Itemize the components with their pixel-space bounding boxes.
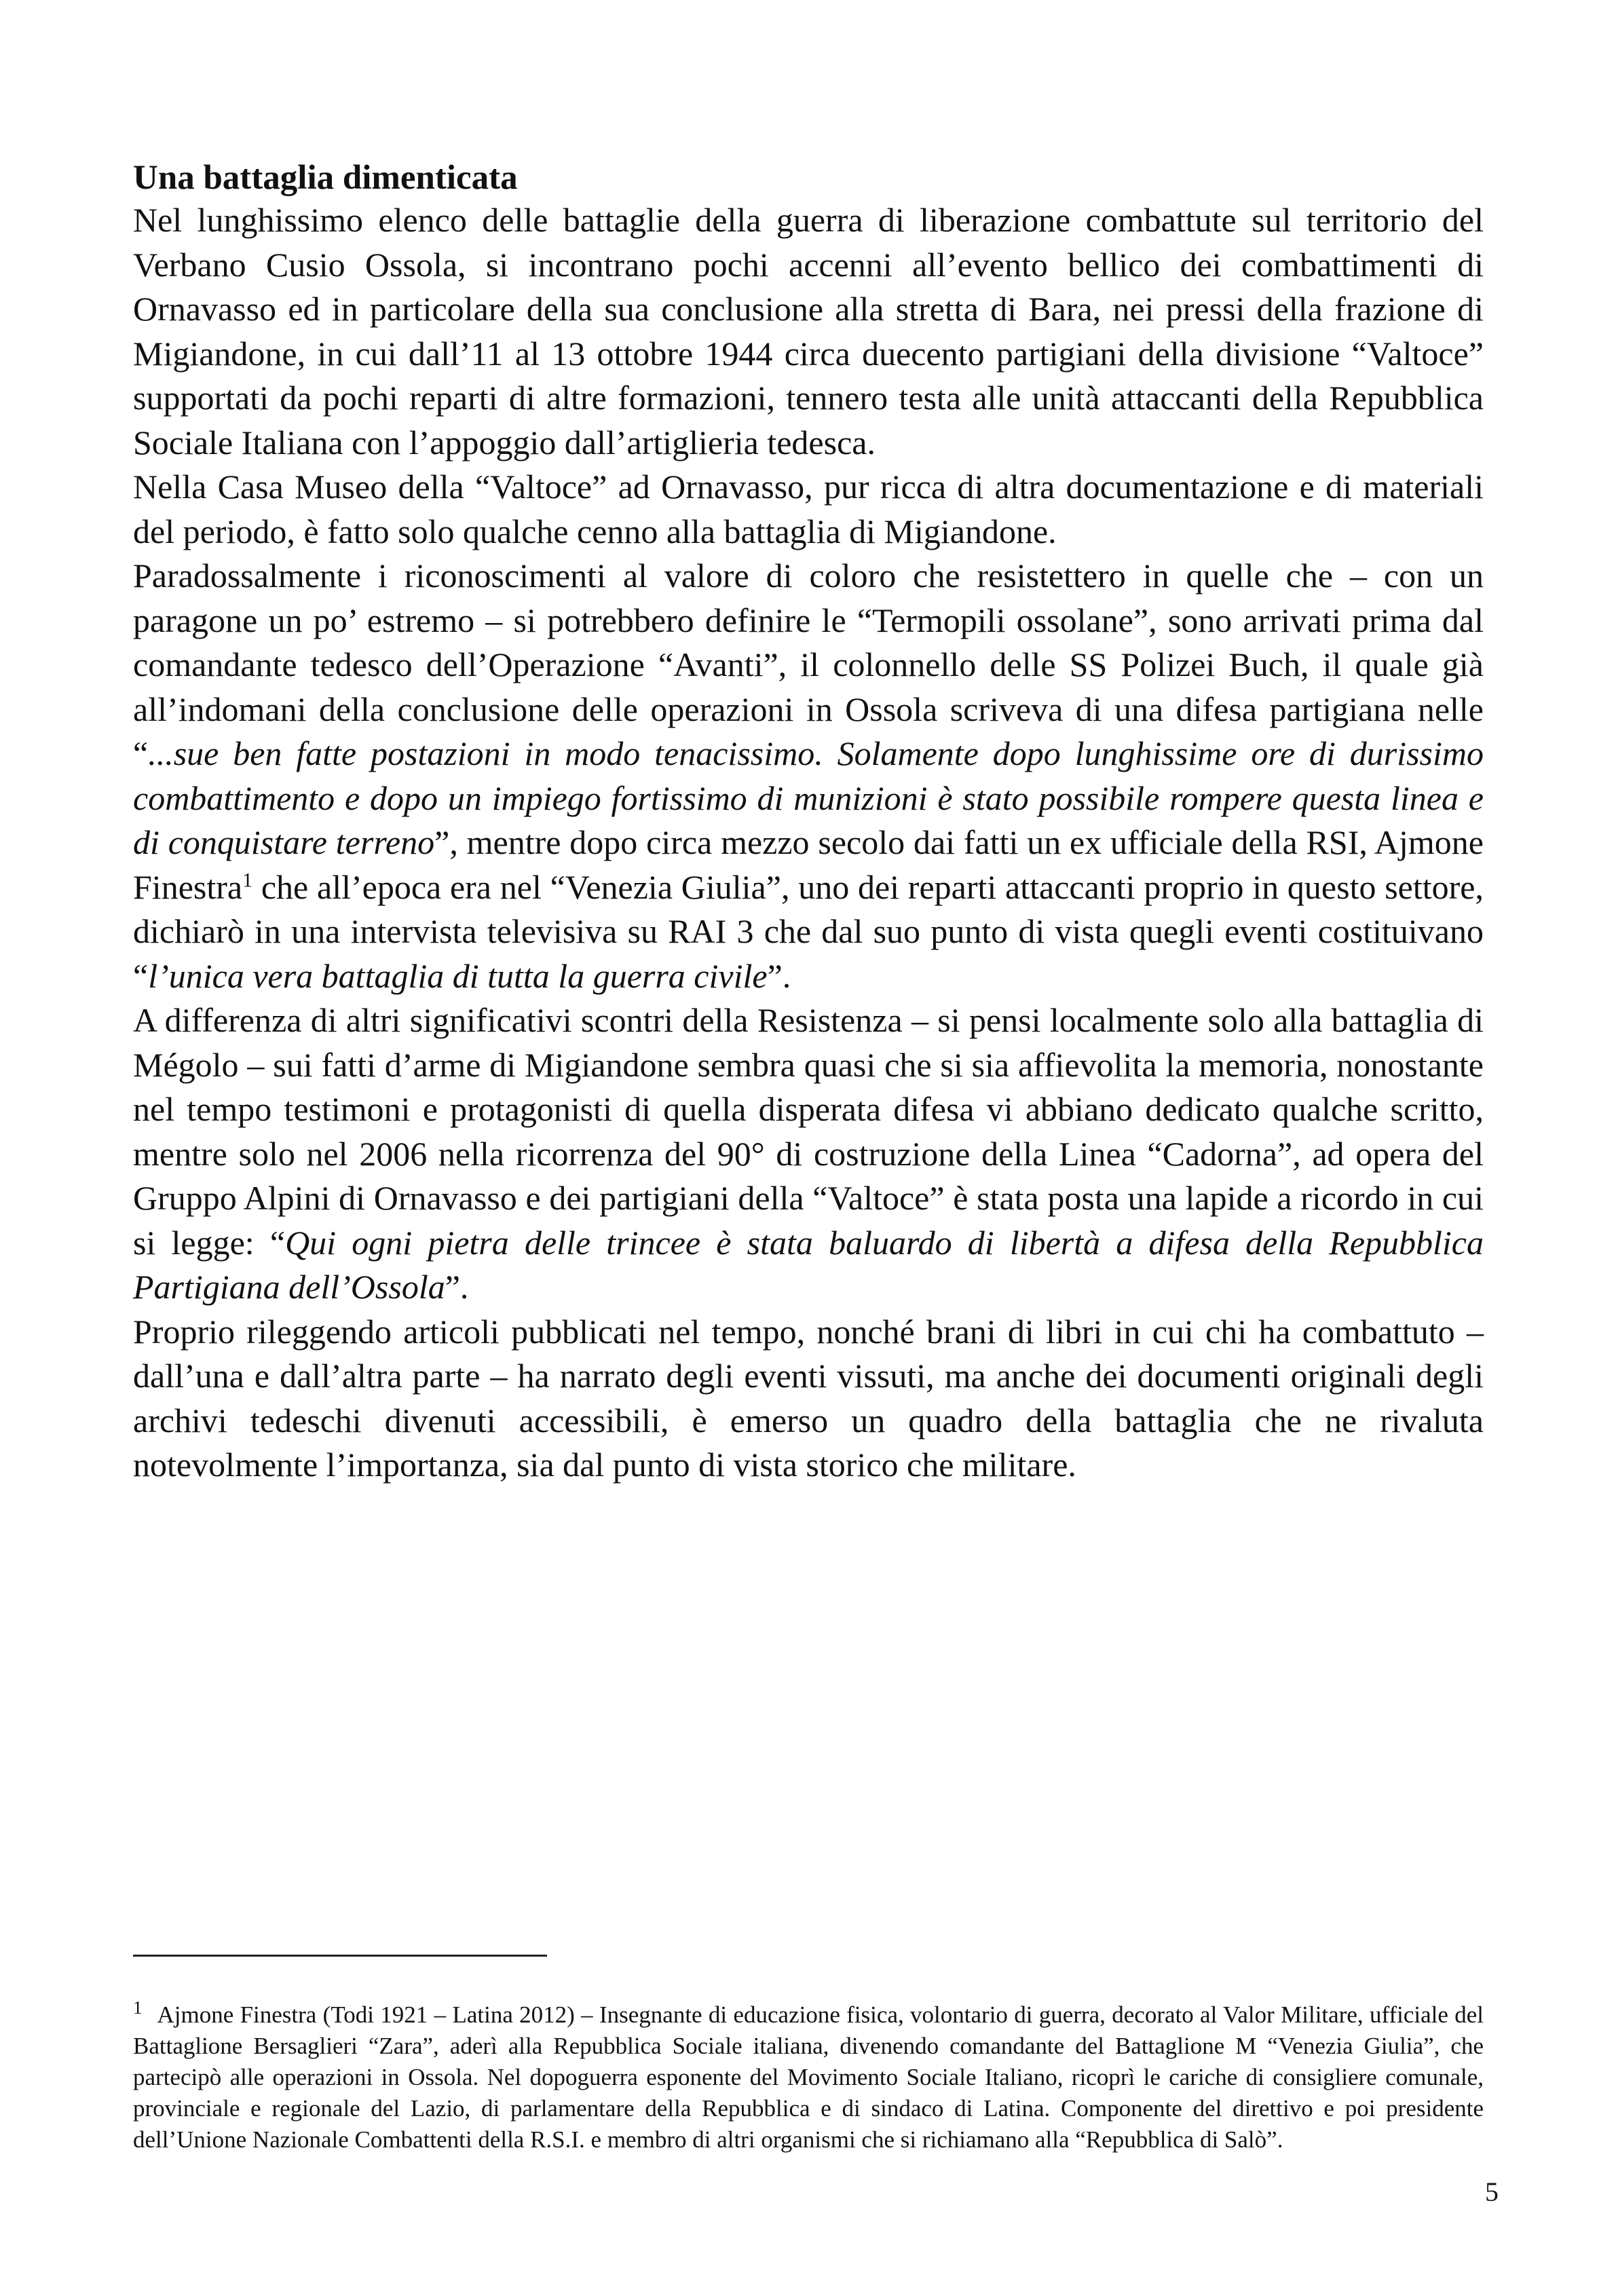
paragraph-1: Nel lunghissimo elenco delle battaglie della guerra di liberazione combattute sul territorio del Verbano Cusio Ossola, si incontrano pochi accenni all’evento bellico dei combattimenti di Ornavasso ed in particolare della sua conclusione alla stretta di Bara, nei pressi della frazione di Migiandone, in cui dall’11 al 13 ottobre 1944 circa duecento partigiani della divisione “Valtoce” supportati da pochi reparti di altre formazioni, tennero testa alle unità attaccanti della Repubblica Sociale Italiana con l’appoggio dall’artiglieria tedesca.	[133, 201, 1484, 462]
footnote	[133, 1999, 1484, 2156]
paragraph-3-text-f: ”.	[767, 956, 791, 995]
paragraph-3-text-a: Paradossalmente i riconoscimenti al valore di coloro che resistettero in quelle che – con un paragone un po’ estremo – si potrebbero definire le “Termopili ossolane”, sono arrivati prima dal comandante tedesco dell’Operazione “Avanti”, il colonnello delle SS Polizei Buch, il quale già all’indomani della conclusione delle operazioni in Ossola scriveva di una difesa partigiana nelle “	[133, 557, 1484, 772]
paragraph-3-text-d: che all’epoca era nel “Venezia Giulia”, uno dei reparti attaccanti proprio in questo settore, dichiarò in una intervista televisiva su RAI 3 che dal suo punto di vista quegli eventi costituivano “	[133, 867, 1484, 995]
footnote-number: 1	[133, 1997, 143, 2018]
paragraph-2: Nella Casa Museo della “Valtoce” ad Ornavasso, pur ricca di altra documentazione e di materiali del periodo, è fatto solo qualche cenno alla battaglia di Migiandone.	[133, 468, 1484, 550]
page-number: 5	[1485, 2177, 1499, 2207]
footnote-separator	[133, 1955, 547, 1957]
paragraph-4-text-c: ”.	[445, 1268, 469, 1306]
paragraph-3-quote-buch: ...sue ben fatte postazioni in modo tenacissimo. Solamente dopo lunghissime ore di durissimo combattimento e dopo un impiego fortissimo di munizioni è stato possibile rompere questa linea e di conquistare terreno	[133, 734, 1484, 861]
paragraph-5: Proprio rileggendo articoli pubblicati nel tempo, nonché brani di libri in cui chi ha combattuto – dall’una e dall’altra parte – ha narrato degli eventi vissuti, ma anche dei documenti originali degli archivi tedeschi divenuti accessibili, è emerso un quadro della battaglia che ne rivaluta notevolmente l’importanza, sia dal punto di vista storico che militare.	[133, 1312, 1484, 1484]
footnote-text: Ajmone Finestra (Todi 1921 – Latina 2012) – Insegnante di educazione fisica, volontario di guerra, decorato al Valor Militare, ufficiale del Battaglione Bersaglieri “Zara”, aderì alla Repubblica Sociale italiana, divenendo comandante del Battaglione M “Venezia Giulia”, che partecipò alle operazioni in Ossola. Nel dopoguerra esponente del Movimento Sociale Italiano, ricoprì le cariche di consigliere comunale, provinciale e regionale del Lazio, di parlamentare della Repubblica e di sindaco di Latina. Componente del direttivo e poi presidente dell’Unione Nazionale Combattenti della R.S.I. e membro di altri organismi che si richiamano alla “Repubblica di Salò”.	[133, 2001, 1484, 2153]
paragraph-3-text-c: ”, mentre dopo circa mezzo secolo dai fatti un ex ufficiale della RSI, Ajmone Finestra	[133, 823, 1484, 906]
paragraph-3	[133, 554, 1484, 998]
section-title: Una battaglia dimenticata	[133, 159, 518, 197]
main-text	[133, 157, 1484, 1488]
footnote-reference: 1	[242, 868, 253, 891]
paragraph-3-quote-finestra: l’unica vera battaglia di tutta la guerra civile	[148, 956, 768, 995]
paragraph-4-quote-lapide: Qui ogni pietra delle trincee è stata baluardo di libertà a difesa della Repubblica Partigiana dell’Ossola	[133, 1223, 1484, 1306]
paragraph-4	[133, 998, 1484, 1310]
paragraph-4-text-a: A differenza di altri significativi scontri della Resistenza – si pensi localmente solo alla battaglia di Mégolo – sui fatti d’arme di Migiandone sembra quasi che si sia affievolita la memoria, nonostante nel tempo testimoni e protagonisti di quella disperata difesa vi abbiano dedicato qualche scritto, mentre solo nel 2006 nella ricorrenza del 90° di costruzione della Linea “Cadorna”, ad opera del Gruppo Alpini di Ornavasso e dei partigiani della “Valtoce” è stata posta una lapide a ricordo in cui si legge: “	[133, 1001, 1484, 1262]
